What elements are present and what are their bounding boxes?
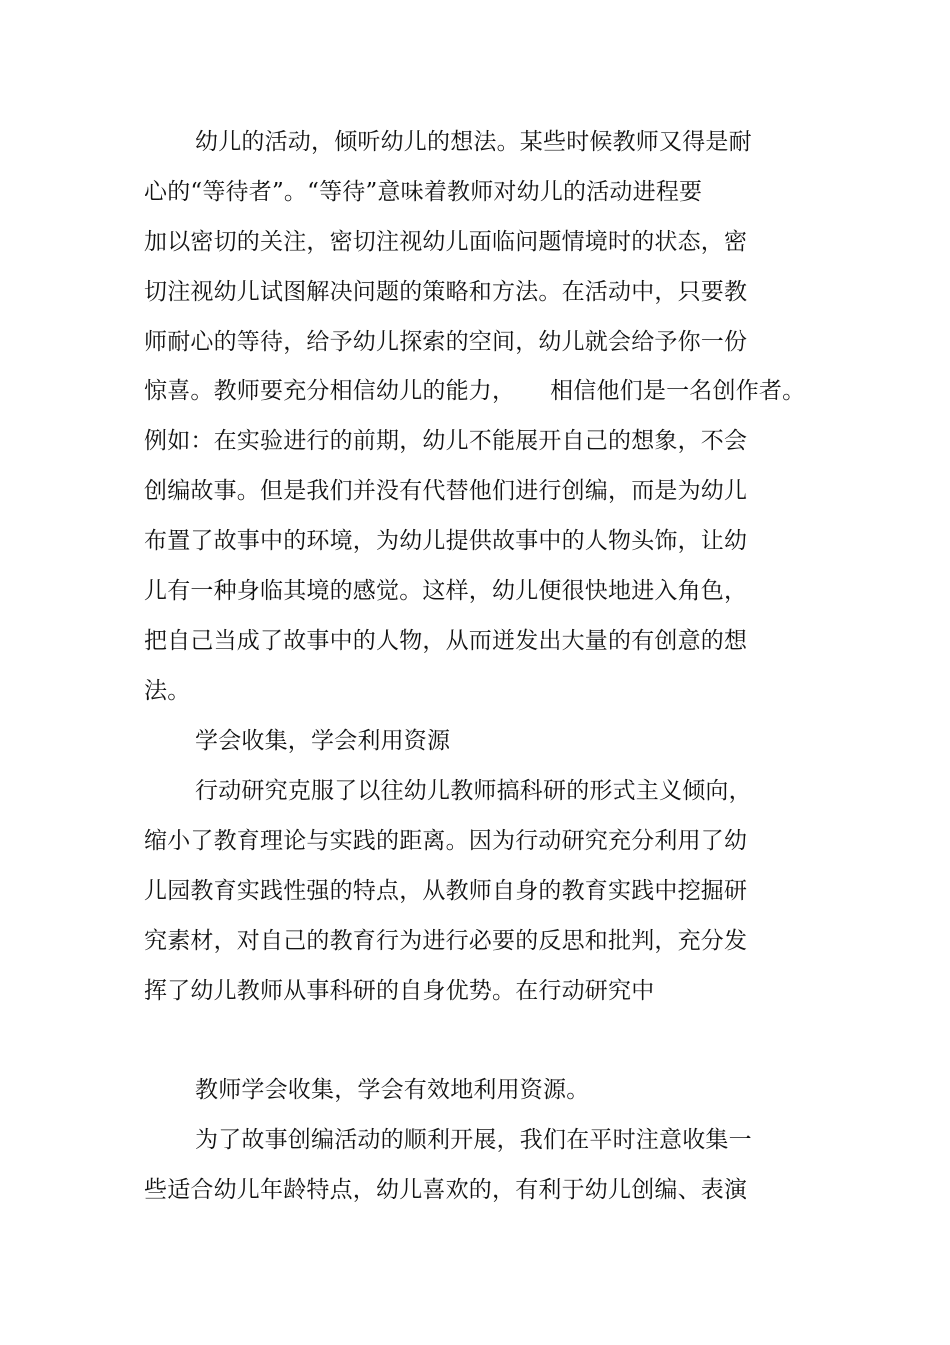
text-line: 惊喜。教师要充分相信幼儿的能力， 相信他们是一名创作者。 xyxy=(144,378,806,404)
text-line: 切注视幼儿试图解决问题的策略和方法。在活动中，只要教 xyxy=(144,279,748,305)
text-line: 儿有一种身临其境的感觉。这样，幼儿便很快地进入角色， xyxy=(144,578,748,604)
text-line: 布置了故事中的环境，为幼儿提供故事中的人物头饰，让幼 xyxy=(144,528,748,554)
text-line: 幼儿的活动，倾听幼儿的想法。某些时候教师又得是耐 xyxy=(195,129,752,155)
text-line: 为了故事创编活动的顺利开展，我们在平时注意收集一 xyxy=(195,1127,752,1153)
text-line: 儿园教育实践性强的特点，从教师自身的教育实践中挖掘研 xyxy=(144,878,748,904)
text-line: 挥了幼儿教师从事科研的自身优势。在行动研究中 xyxy=(144,978,655,1004)
text-line: 究素材，对自己的教育行为进行必要的反思和批判，充分发 xyxy=(144,928,748,954)
text-line: 些适合幼儿年龄特点，幼儿喜欢的，有利于幼儿创编、表演 xyxy=(144,1177,748,1203)
text-line: 师耐心的等待，给予幼儿探索的空间，幼儿就会给予你一份 xyxy=(144,329,748,355)
text-line: 教师学会收集，学会有效地利用资源。 xyxy=(195,1077,590,1103)
text-line: 加以密切的关注，密切注视幼儿面临问题情境时的状态，密 xyxy=(144,229,748,255)
section-heading: 学会收集，学会利用资源 xyxy=(195,728,451,754)
text-line: 行动研究克服了以往幼儿教师搞科研的形式主义倾向， xyxy=(195,778,752,804)
text-line: 心的“等待者”。“等待”意味着教师对幼儿的活动进程要 xyxy=(144,179,703,205)
text-line: 把自己当成了故事中的人物，从而迸发出大量的有创意的想 xyxy=(144,628,748,654)
text-line: 缩小了教育理论与实践的距离。因为行动研究充分利用了幼 xyxy=(144,828,748,854)
text-line: 法。 xyxy=(144,678,191,704)
text-line: 例如：在实验进行的前期，幼儿不能展开自己的想象，不会 xyxy=(144,428,748,454)
text-line: 创编故事。但是我们并没有代替他们进行创编，而是为幼儿 xyxy=(144,478,748,504)
